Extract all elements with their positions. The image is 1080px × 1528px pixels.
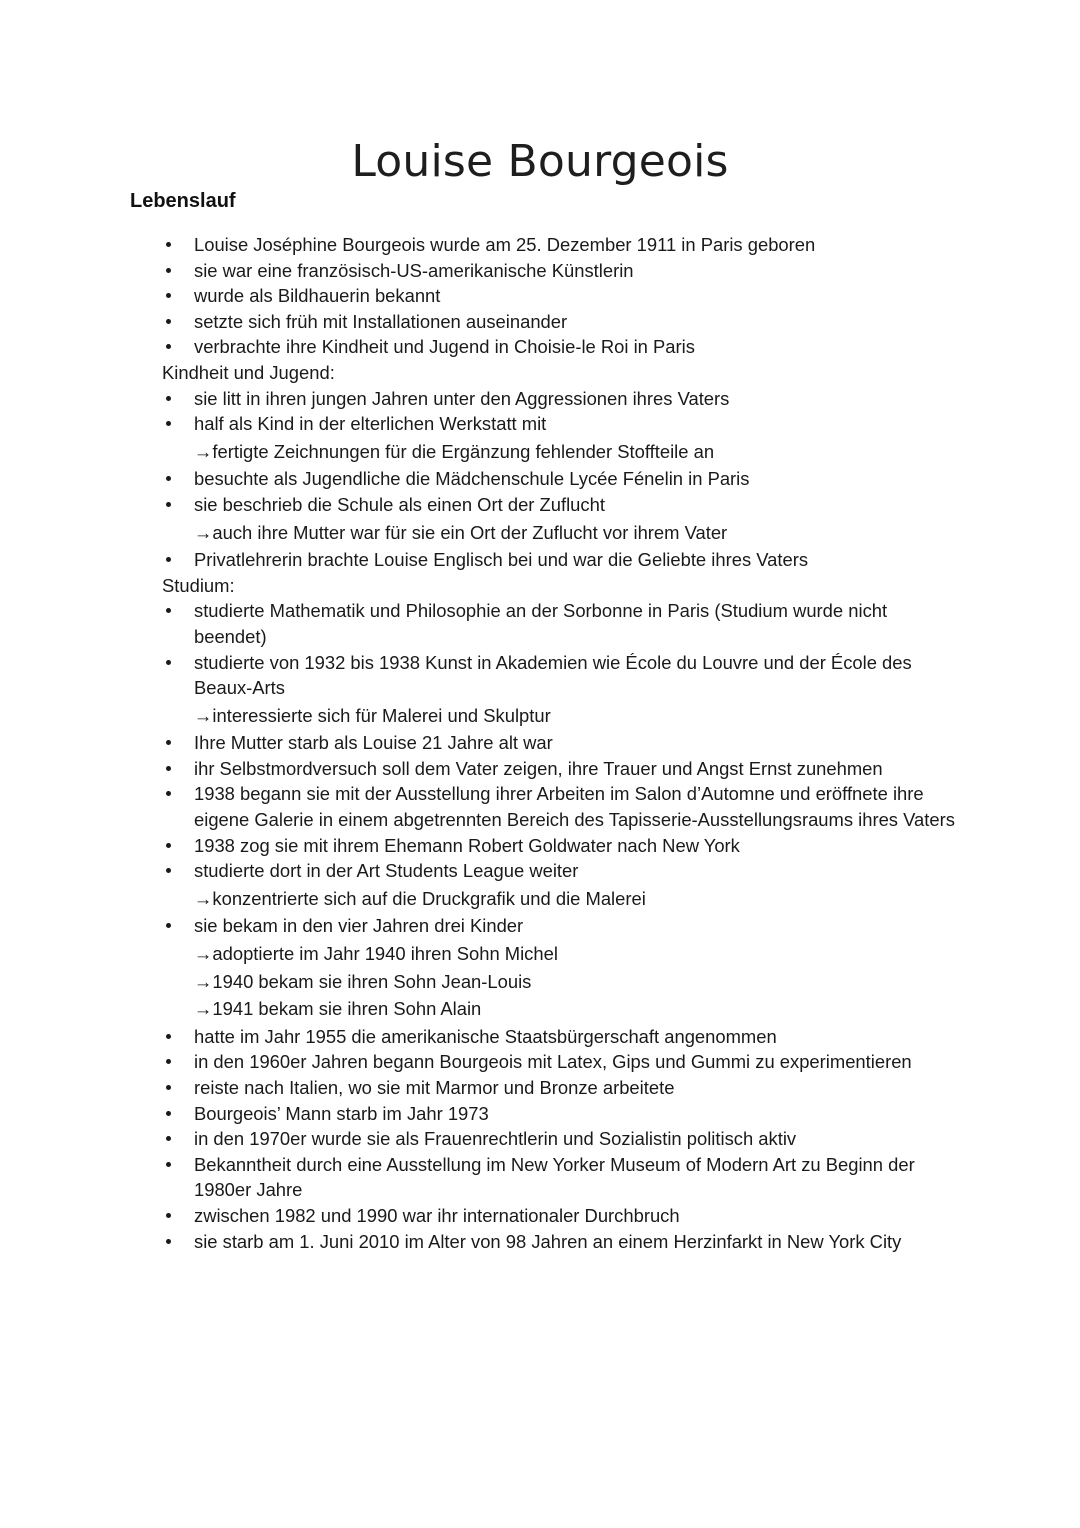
list-item-text: in den 1960er Jahren begann Bourgeois mit Latex, Gips und Gummi zu experimentieren xyxy=(194,1051,912,1073)
list-item xyxy=(162,598,962,649)
sub-item-text: adoptierte im Jahr 1940 ihren Sohn Michel xyxy=(212,943,558,965)
list-item xyxy=(162,547,962,573)
bullet-icon xyxy=(162,386,194,412)
arrow-right-icon: → xyxy=(194,970,213,992)
document-title: Louise Bourgeois xyxy=(351,136,729,187)
bullet-icon xyxy=(162,466,194,492)
list-item xyxy=(162,492,962,518)
list-item xyxy=(162,411,962,437)
sub-item xyxy=(194,969,962,995)
list-item-text: 1938 zog sie mit ihrem Ehemann Robert Goldwater nach New York xyxy=(194,834,740,856)
list-item-text: Ihre Mutter starb als Louise 21 Jahre alt war xyxy=(194,732,553,754)
sub-item-text: auch ihre Mutter war für sie ein Ort der Zuflucht vor ihrem Vater xyxy=(212,521,728,543)
sub-item-text: fertigte Zeichnungen für die Ergänzung fehlender Stoffteile an xyxy=(212,440,715,462)
list-item xyxy=(162,283,962,309)
bullet-icon xyxy=(162,334,194,360)
bullet-icon xyxy=(162,598,194,624)
list-item xyxy=(162,334,962,360)
arrow-right-icon: → xyxy=(194,440,213,462)
bullet-icon xyxy=(162,1229,194,1255)
arrow-right-icon: → xyxy=(194,887,213,909)
bullet-icon xyxy=(162,411,194,437)
list-item-text: Louise Joséphine Bourgeois wurde am 25. Dezember 1911 in Paris geboren xyxy=(194,234,816,255)
bullet-icon xyxy=(162,283,194,309)
bullet-icon xyxy=(162,781,194,807)
bullet-icon xyxy=(162,258,194,284)
list-item-text: 1938 begann sie mit der Ausstellung ihrer Arbeiten im Salon d’Automne und eröffnete ihre eigene Galerie in einem abgetrennten Bereich des Tapisserie-Ausstellungsraums ihres Vaters xyxy=(194,783,955,831)
sub-item-text: interessierte sich für Malerei und Skulptur xyxy=(212,704,551,726)
subsection-label: Kindheit und Jugend: xyxy=(162,361,335,383)
list-item-text: wurde als Bildhauerin bekannt xyxy=(194,285,441,307)
bullet-icon xyxy=(162,232,194,258)
sub-item-text: konzentrierte sich auf die Druckgrafik und die Malerei xyxy=(212,887,646,909)
list-item-text: in den 1970er wurde sie als Frauenrechtlerin und Sozialistin politisch aktiv xyxy=(194,1128,797,1150)
list-item xyxy=(162,1126,962,1152)
bullet-icon xyxy=(162,1152,194,1178)
list-item xyxy=(162,1203,962,1229)
bullet-icon xyxy=(162,1101,194,1127)
bullet-icon xyxy=(162,756,194,782)
list-item-text: Bourgeois’ Mann starb im Jahr 1973 xyxy=(194,1102,489,1124)
list-item xyxy=(162,781,962,832)
sub-item xyxy=(194,703,962,729)
list-item xyxy=(162,466,962,492)
bullet-icon xyxy=(162,1049,194,1075)
list-item-text: reiste nach Italien, wo sie mit Marmor und Bronze arbeitete xyxy=(194,1077,675,1098)
bullet-icon xyxy=(162,858,194,884)
subsection-label: Studium: xyxy=(162,574,235,596)
biography-list xyxy=(162,232,962,1254)
sub-item-text: 1941 bekam sie ihren Sohn Alain xyxy=(212,998,482,1020)
list-item xyxy=(162,833,962,859)
list-item xyxy=(162,756,962,782)
bullet-icon xyxy=(162,913,194,939)
list-item xyxy=(162,232,962,258)
sub-item xyxy=(194,439,962,465)
list-item-text: Bekanntheit durch eine Ausstellung im New Yorker Museum of Modern Art zu Beginn der 1980er Jahre xyxy=(194,1153,915,1201)
list-item xyxy=(162,730,962,756)
bullet-icon xyxy=(162,492,194,518)
sub-item xyxy=(194,520,962,546)
bullet-icon xyxy=(162,650,194,676)
bullet-icon xyxy=(162,1203,194,1229)
list-item-text: sie starb am 1. Juni 2010 im Alter von 98 Jahren an einem Herzinfarkt in New York City xyxy=(194,1230,902,1252)
list-item xyxy=(162,1049,962,1075)
list-item-text: zwischen 1982 und 1990 war ihr internationaler Durchbruch xyxy=(194,1204,680,1226)
list-item xyxy=(162,258,962,284)
list-item xyxy=(162,650,962,701)
list-item-text: Privatlehrerin brachte Louise Englisch bei und war die Geliebte ihres Vaters xyxy=(194,549,809,571)
list-item xyxy=(162,309,962,335)
sub-item-text: 1940 bekam sie ihren Sohn Jean-Louis xyxy=(212,970,532,992)
list-item xyxy=(162,858,962,884)
list-item xyxy=(162,386,962,412)
arrow-right-icon: → xyxy=(194,704,213,726)
list-item-text: sie bekam in den vier Jahren drei Kinder xyxy=(194,915,524,937)
bullet-icon xyxy=(162,309,194,335)
list-item-text: studierte dort in der Art Students League weiter xyxy=(194,860,579,882)
list-item-text: hatte im Jahr 1955 die amerikanische Staatsbürgerschaft angenommen xyxy=(194,1025,777,1047)
list-item xyxy=(162,1229,962,1255)
list-item xyxy=(162,1101,962,1127)
bullet-icon xyxy=(162,1126,194,1152)
list-item-text: sie beschrieb die Schule als einen Ort der Zuflucht xyxy=(194,493,605,515)
sub-item xyxy=(194,996,962,1022)
list-item-text: sie litt in ihren jungen Jahren unter den Aggressionen ihres Vaters xyxy=(194,387,730,409)
list-item xyxy=(162,913,962,939)
list-item-text: studierte Mathematik und Philosophie an der Sorbonne in Paris (Studium wurde nicht beendet) xyxy=(194,600,888,647)
section-heading: Lebenslauf xyxy=(130,190,236,212)
bullet-icon xyxy=(162,1024,194,1050)
sub-item xyxy=(194,886,962,912)
list-item-text: verbrachte ihre Kindheit und Jugend in Choisie-le Roi in Paris xyxy=(194,336,695,358)
arrow-right-icon: → xyxy=(194,521,213,543)
list-item-text: ihr Selbstmordversuch soll dem Vater zeigen, ihre Trauer und Angst Ernst zunehmen xyxy=(194,757,883,779)
list-item xyxy=(162,1152,962,1203)
list-item-text: sie war eine französisch-US-amerikanische Künstlerin xyxy=(194,259,634,281)
sub-item xyxy=(194,941,962,967)
list-item-text: besuchte als Jugendliche die Mädchenschule Lycée Fénelin in Paris xyxy=(194,468,750,490)
list-item xyxy=(162,1075,962,1101)
list-item-text: setzte sich früh mit Installationen auseinander xyxy=(194,310,568,332)
list-item-text: half als Kind in der elterlichen Werkstatt mit xyxy=(194,413,547,435)
arrow-right-icon: → xyxy=(194,943,213,965)
list-item-text: studierte von 1932 bis 1938 Kunst in Akademien wie École du Louvre und der École des Beaux-Arts xyxy=(194,651,912,699)
bullet-icon xyxy=(162,1075,194,1101)
bullet-icon xyxy=(162,547,194,573)
list-item xyxy=(162,1024,962,1050)
bullet-icon xyxy=(162,730,194,756)
arrow-right-icon: → xyxy=(194,998,213,1020)
bullet-icon xyxy=(162,833,194,859)
